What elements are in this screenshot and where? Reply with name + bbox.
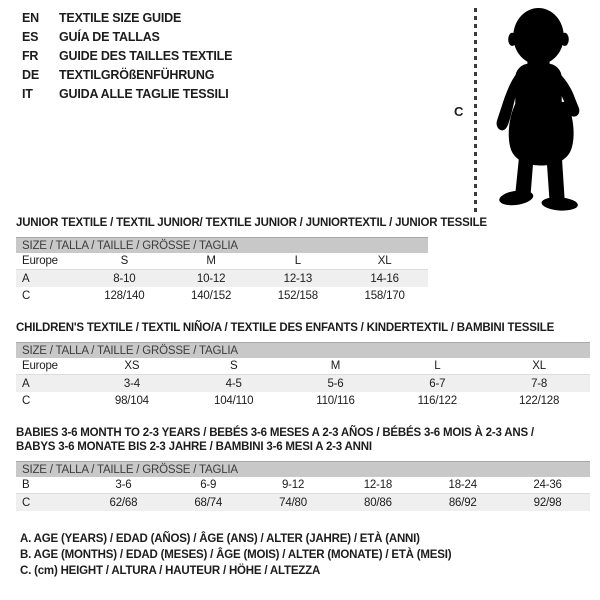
language-title: GUIDE DES TAILLES TEXTILE: [59, 49, 233, 63]
childrens-section-heading: CHILDREN'S TEXTILE / TEXTIL NIÑO/A / TEXTILE DES ENFANTS / KINDERTEXTIL / BAMBINI TESSILE: [16, 322, 555, 334]
height-cell: 128/140: [104, 289, 145, 302]
size-header-band: SIZE / TALLA / TAILLE / GRÖSSE / TAGLIA: [16, 461, 590, 477]
language-row-it: [22, 85, 232, 104]
babies-textile-section: [16, 426, 590, 511]
note-age-years: A. AGE (YEARS) / EDAD (AÑOS) / ÂGE (ANS) / ALTER (JAHRE) / ETÀ (ANNI): [20, 533, 420, 545]
legend-notes: [20, 531, 451, 579]
language-code: IT: [22, 87, 33, 101]
table-row-europe: [16, 253, 428, 270]
table-row-height: [16, 287, 428, 304]
size-cell: XL: [532, 360, 546, 372]
language-title: TEXTILGRÖßENFÜHRUNG: [59, 68, 215, 82]
language-row-es: [22, 28, 232, 47]
language-code: EN: [22, 11, 39, 25]
row-label: C: [22, 496, 31, 509]
height-cell: 158/170: [364, 289, 405, 302]
age-cell: 12-18: [363, 479, 393, 491]
language-title: GUÍA DE TALLAS: [59, 30, 160, 44]
height-cell: 104/110: [214, 394, 254, 407]
age-cell: 3-4: [123, 377, 140, 390]
row-label: C: [22, 289, 31, 302]
age-cell: 6-7: [429, 377, 446, 390]
row-label: Europe: [22, 255, 58, 267]
size-header-band: SIZE / TALLA / TAILLE / GRÖSSE / TAGLIA: [16, 342, 590, 358]
childrens-size-table: [16, 342, 590, 409]
age-cell: 24-36: [533, 479, 562, 491]
table-row-height: [16, 392, 590, 409]
size-cell: S: [120, 255, 129, 267]
age-cell: 3-6: [115, 479, 132, 491]
size-cell: XL: [377, 255, 392, 267]
height-cell: 62/68: [109, 496, 138, 509]
age-cell: 7-8: [531, 377, 548, 390]
row-label: B: [22, 479, 30, 491]
height-cell: 98/104: [114, 394, 149, 407]
size-cell: M: [330, 360, 341, 372]
table-row-age: [16, 270, 428, 287]
language-title: GUIDA ALLE TAGLIE TESSILI: [59, 87, 229, 101]
size-cell: L: [294, 255, 301, 267]
height-measure-label: C: [454, 104, 464, 119]
row-label: A: [22, 377, 30, 390]
size-cell: M: [206, 255, 216, 267]
size-cell: XS: [124, 360, 140, 372]
language-code: ES: [22, 30, 39, 44]
size-cell: S: [229, 360, 238, 372]
junior-textile-section: [16, 216, 590, 304]
language-title: TEXTILE SIZE GUIDE: [59, 11, 182, 25]
age-cell: 9-12: [281, 479, 305, 491]
childrens-textile-section: [16, 321, 590, 409]
age-cell: 8-10: [113, 272, 136, 285]
note-age-months: B. AGE (MONTHS) / EDAD (MESES) / ÂGE (MOIS) / ALTER (MONATE) / ETÀ (MESI): [20, 549, 452, 561]
table-row-age: [16, 375, 590, 392]
row-label: Europe: [22, 360, 58, 372]
row-label: C: [22, 394, 31, 407]
table-row-height: [16, 494, 590, 511]
language-code: DE: [22, 68, 39, 82]
language-row-en: [22, 9, 232, 28]
age-cell: 4-5: [225, 377, 242, 390]
age-cell: 5-6: [327, 377, 344, 390]
height-cell: 86/92: [448, 496, 477, 509]
babies-size-table: [16, 461, 590, 511]
row-label: A: [22, 272, 30, 285]
age-cell: 14-16: [370, 272, 399, 285]
age-cell: 10-12: [196, 272, 226, 285]
height-cell: 122/128: [519, 394, 560, 407]
height-dotted-line: [474, 8, 477, 213]
junior-size-table: [16, 237, 428, 304]
size-header-band: SIZE / TALLA / TAILLE / GRÖSSE / TAGLIA: [16, 237, 428, 253]
height-cell: 68/74: [194, 496, 223, 509]
language-code: FR: [22, 49, 39, 63]
language-row-de: [22, 66, 232, 85]
age-cell: 6-9: [200, 479, 217, 491]
height-cell: 116/122: [417, 394, 457, 407]
height-cell: 80/86: [364, 496, 392, 509]
language-row-fr: [22, 47, 232, 66]
babies-section-heading-line2: BABYS 3-6 MONATE BIS 2-3 JAHRE / BAMBINI 3-6 MESI A 2-3 ANNI: [16, 441, 372, 453]
table-row-europe: [16, 358, 590, 375]
age-cell: 12-13: [283, 272, 313, 285]
babies-section-heading-line1: BABIES 3-6 MONTH TO 2-3 YEARS / BEBÉS 3-6 MESES A 2-3 AÑOS / BÉBÉS 3-6 MOIS À 2-3 ANS /: [16, 427, 534, 439]
height-cell: 110/116: [316, 394, 355, 407]
height-cell: 74/80: [279, 496, 307, 509]
size-cell: L: [434, 360, 441, 372]
height-cell: 152/158: [277, 289, 318, 302]
age-cell: 18-24: [448, 479, 477, 491]
table-row-age-months: [16, 477, 590, 494]
note-height-cm: C. (cm) HEIGHT / ALTURA / HAUTEUR / HÖHE / ALTEZZA: [20, 565, 321, 577]
toddler-silhouette-icon: [486, 3, 592, 215]
language-title-list: [22, 9, 232, 104]
height-cell: 92/98: [533, 496, 562, 509]
height-cell: 140/152: [191, 289, 232, 302]
junior-section-heading: JUNIOR TEXTILE / TEXTIL JUNIOR/ TEXTILE JUNIOR / JUNIORTEXTIL / JUNIOR TESSILE: [16, 217, 487, 229]
height-measure-figure: [450, 3, 598, 215]
